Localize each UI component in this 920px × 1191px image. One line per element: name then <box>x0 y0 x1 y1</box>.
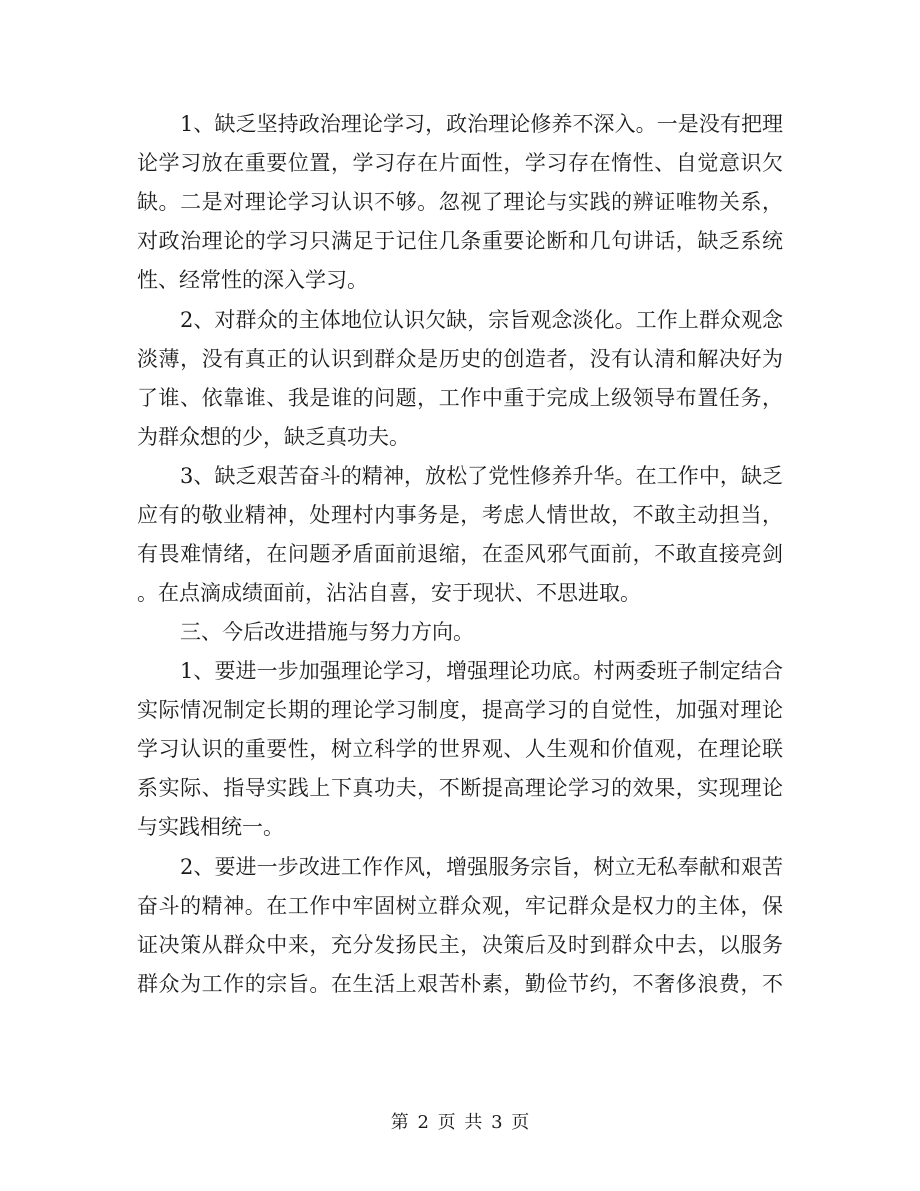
paragraph-3-line-4: 。在点滴成绩面前，沾沾自喜，安于现状、不思进取。 <box>137 581 641 605</box>
paragraph-5-line-2: 奋斗的精神。在工作中牢固树立群众观，牢记群众是权力的主体，保 <box>137 894 783 918</box>
paragraph-2-line-4: 为群众想的少，缺乏真功夫。 <box>137 425 410 449</box>
paragraph-1-line-2: 论学习放在重要位置，学习存在片面性，学习存在惰性、自觉意识欠 <box>137 151 783 175</box>
paragraph-1-line-4: 对政治理论的学习只满足于记住几条重要论断和几句讲话，缺乏系统 <box>137 229 783 253</box>
paragraph-2-line-1: 2、对群众的主体地位认识欠缺，宗旨观念淡化。工作上群众观念 <box>180 308 783 332</box>
section-heading: 三、今后改进措施与努力方向。 <box>180 620 474 644</box>
paragraph-5-line-4: 群众为工作的宗旨。在生活上艰苦朴素，勤俭节约，不奢侈浪费，不 <box>137 972 783 996</box>
paragraph-2-line-2: 淡薄，没有真正的认识到群众是历史的创造者，没有认清和解决好为 <box>137 347 783 371</box>
paragraph-3-line-3: 有畏难情绪，在问题矛盾面前退缩，在歪风邪气面前，不敢直接亮剑 <box>137 542 783 566</box>
paragraph-5-line-1: 2、要进一步改进工作作风，增强服务宗旨，树立无私奉献和艰苦 <box>180 855 783 879</box>
paragraph-4-line-2: 实际情况制定长期的理论学习制度，提高学习的自觉性，加强对理论 <box>137 698 783 722</box>
paragraph-3-line-1: 3、缺乏艰苦奋斗的精神，放松了党性修养升华。在工作中，缺乏 <box>180 464 783 488</box>
paragraph-5-line-3: 证决策从群众中来，充分发扬民主，决策后及时到群众中去，以服务 <box>137 933 783 957</box>
paragraph-2-line-3: 了谁、依靠谁、我是谁的问题，工作中重于完成上级领导布置任务， <box>137 386 783 410</box>
paragraph-1-line-5: 性、经常性的深入学习。 <box>137 268 368 292</box>
paragraph-4-line-4: 系实际、指导实践上下真功夫，不断提高理论学习的效果，实现理论 <box>137 776 783 800</box>
paragraph-3-line-2: 应有的敬业精神，处理村内事务是，考虑人情世故，不敢主动担当， <box>137 503 783 527</box>
page-footer: 第 2 页 共 3 页 <box>390 1112 530 1133</box>
paragraph-1-line-1: 1、缺乏坚持政治理论学习，政治理论修养不深入。一是没有把理 <box>180 112 783 136</box>
paragraph-4-line-3: 学习认识的重要性，树立科学的世界观、人生观和价值观，在理论联 <box>137 737 783 761</box>
paragraph-4-line-1: 1、要进一步加强理论学习，增强理论功底。村两委班子制定结合 <box>180 659 783 683</box>
paragraph-1-line-3: 缺。二是对理论学习认识不够。忽视了理论与实践的辨证唯物关系， <box>137 190 783 214</box>
paragraph-4-line-5: 与实践相统一。 <box>137 815 284 839</box>
